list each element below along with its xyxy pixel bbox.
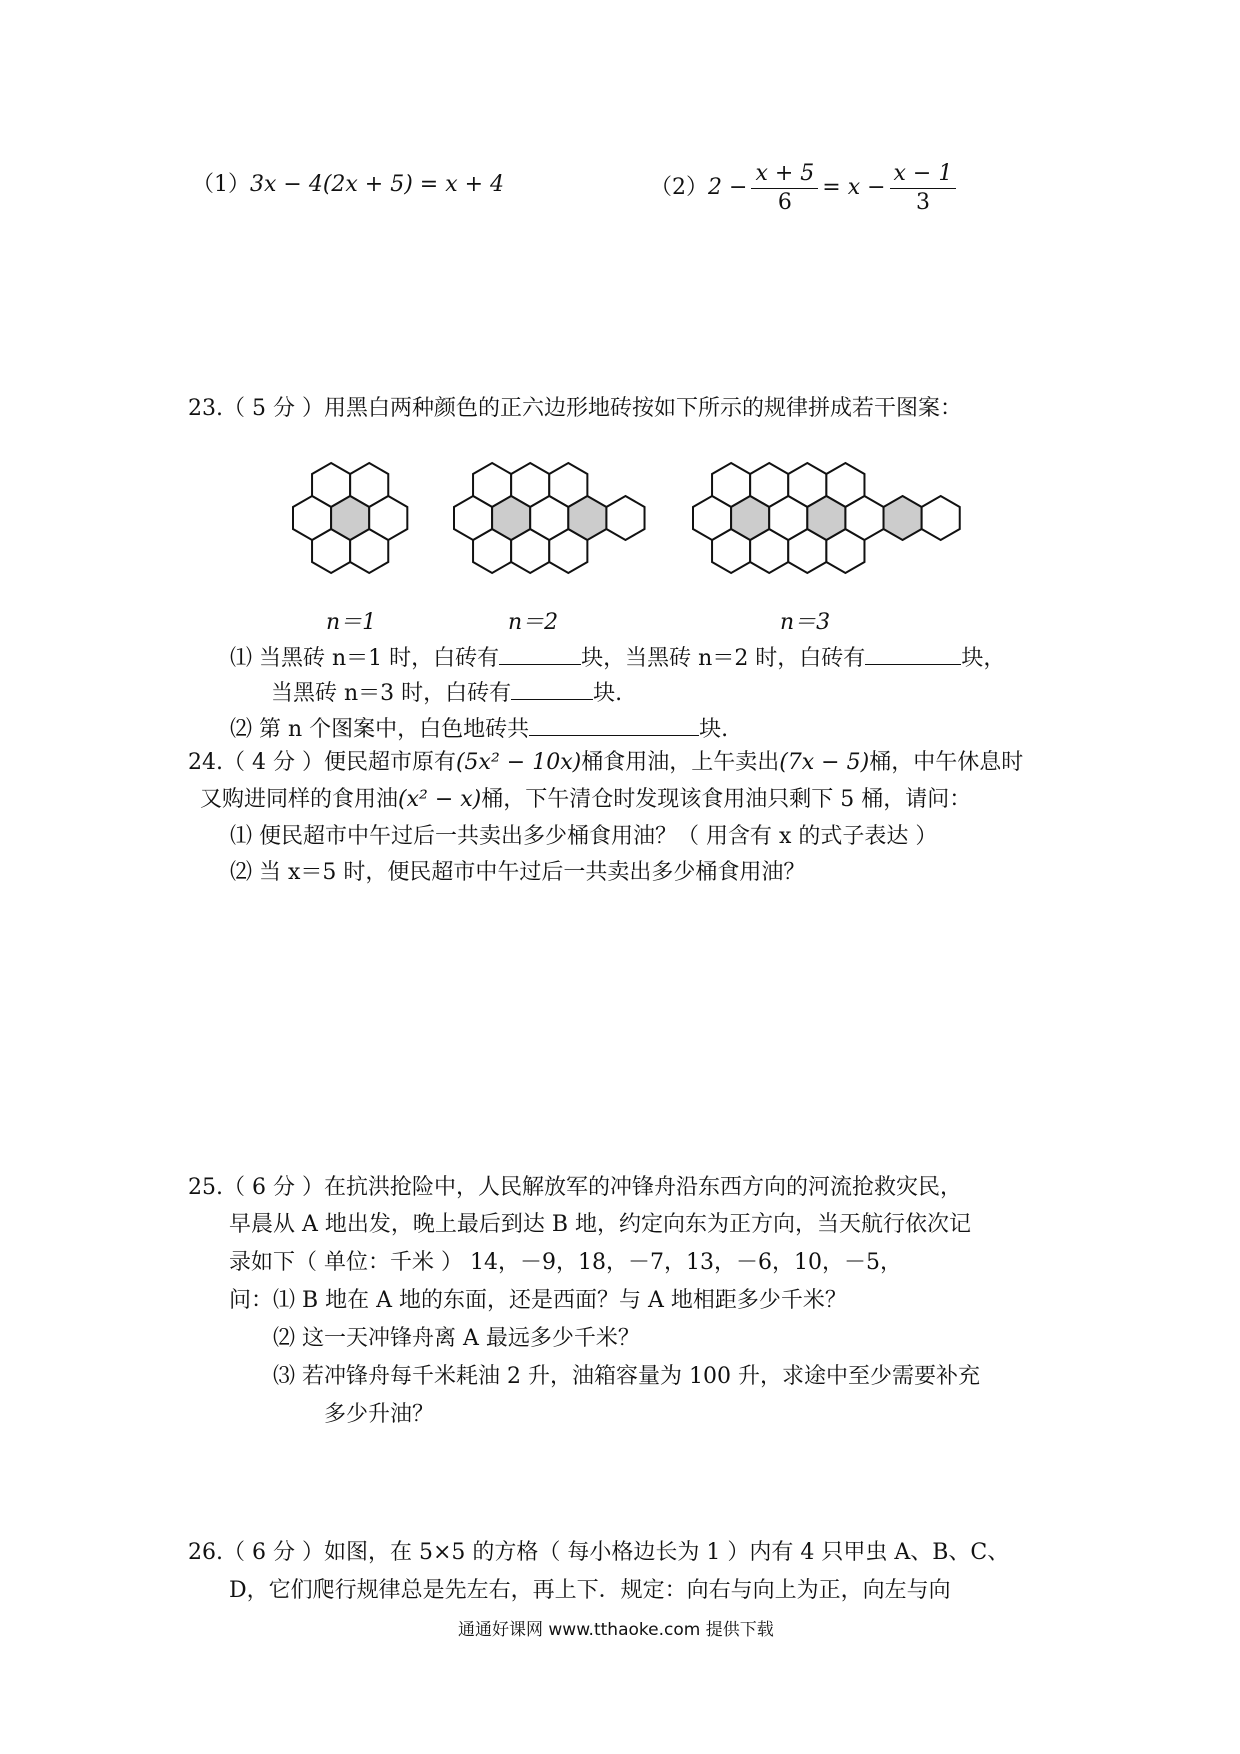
question-25-line-7: 多少升油？ <box>324 1402 435 1427</box>
text: ⑵ 第 n 个图案中，白色地砖共 <box>230 717 530 742</box>
fraction-2-numerator: x − 1 <box>890 160 957 189</box>
question-24-part-2: ⑵ 当 x＝5 时，便民超市中午过后一共卖出多少桶食用油？ <box>230 860 806 885</box>
black-hexagon-tile <box>807 496 845 540</box>
equation-2-lead: 2 − <box>708 175 748 200</box>
equation-2 <box>650 160 960 216</box>
white-hexagon-tile <box>606 496 644 540</box>
question-25-line-4: 问：⑴ B 地在 A 地的东面，还是西面？与 A 地相距多少千米？ <box>229 1288 847 1313</box>
answer-blank-3[interactable] <box>511 681 593 700</box>
white-hexagon-tile <box>369 496 407 540</box>
equation-1-text: 3x − 4(2x + 5) = x + 4 <box>250 172 505 197</box>
text: ⑴ 当黑砖 n＝1 时，白砖有 <box>230 646 500 671</box>
white-hexagon-tile <box>922 496 960 540</box>
text: 块. <box>593 681 623 706</box>
figure-label-3: n＝3 <box>780 610 831 635</box>
hexagon-tiling-figure <box>0 455 1240 605</box>
black-hexagon-tile <box>492 496 530 540</box>
equation-2-label: （2） <box>650 175 708 200</box>
equation-2-fraction-2 <box>890 160 957 216</box>
fraction-1-numerator: x + 5 <box>751 160 818 189</box>
text: 桶，下午清仓时发现该食用油只剩下 5 桶，请问： <box>481 787 972 812</box>
black-hexagon-tile <box>331 496 369 540</box>
question-25-line-5: ⑵ 这一天冲锋舟离 A 最远多少千米？ <box>273 1326 640 1351</box>
white-hexagon-tile <box>769 496 807 540</box>
question-24-line-1 <box>188 752 1023 774</box>
figure-label-1: n＝1 <box>326 610 377 635</box>
black-hexagon-tile <box>884 496 922 540</box>
text: 当黑砖 n＝3 时，白砖有 <box>271 681 512 706</box>
answer-blank-1[interactable] <box>499 646 581 665</box>
question-23-part-1-line-1 <box>230 646 1005 670</box>
text: 块. <box>699 717 729 742</box>
white-hexagon-tile <box>293 496 331 540</box>
text: 块， <box>961 646 1006 671</box>
equation-1 <box>192 174 504 196</box>
text: 桶食用油，上午卖出 <box>581 750 780 775</box>
white-hexagon-tile <box>454 496 492 540</box>
fraction-1-denominator: 6 <box>777 189 792 215</box>
fraction-2-denominator: 3 <box>915 189 930 215</box>
expression: (7x − 5) <box>779 750 870 775</box>
question-23-part-1-line-2 <box>271 681 622 705</box>
question-25-line-3: 录如下（ 单位：千米 ） 14，－9，18，－7，13，－6，10，－5， <box>229 1250 902 1275</box>
question-26-line-2: D，它们爬行规律总是先左右，再上下．规定：向右与向上为正，向左与向 <box>229 1578 951 1603</box>
question-26-line-1: 26.（ 6 分 ）如图，在 5×5 的方格（ 每小格边长为 1 ）内有 4 只甲虫 A、B、C、 <box>188 1540 1010 1565</box>
answer-blank-2[interactable] <box>865 646 961 665</box>
equation-1-label: （1） <box>192 172 250 197</box>
figure-label-2: n＝2 <box>508 610 559 635</box>
white-hexagon-tile <box>845 496 883 540</box>
question-24-line-2 <box>200 789 971 811</box>
question-24-part-1: ⑴ 便民超市中午过后一共卖出多少桶食用油？（ 用含有 x 的式子表达 ） <box>230 824 938 849</box>
question-25-line-2: 早晨从 A 地出发，晚上最后到达 B 地，约定向东为正方向，当天航行依次记 <box>229 1212 972 1237</box>
question-23-stem: 23.（ 5 分 ）用黑白两种颜色的正六边形地砖按如下所示的规律拼成若干图案： <box>188 396 962 421</box>
text: 24.（ 4 分 ）便民超市原有 <box>188 750 456 775</box>
white-hexagon-tile <box>693 496 731 540</box>
text: 又购进同样的食用油 <box>200 787 399 812</box>
question-25-line-6: ⑶ 若冲锋舟每千米耗油 2 升，油箱容量为 100 升，求途中至少需要补充 <box>273 1364 980 1389</box>
text: 桶，中午休息时 <box>869 750 1024 775</box>
question-23-part-2 <box>230 717 728 741</box>
black-hexagon-tile <box>731 496 769 540</box>
question-25-line-1: 25.（ 6 分 ）在抗洪抢险中，人民解放军的冲锋舟沿东西方向的河流抢救灾民， <box>188 1175 962 1200</box>
white-hexagon-tile <box>530 496 568 540</box>
text: 块，当黑砖 n＝2 时，白砖有 <box>581 646 866 671</box>
black-hexagon-tile <box>568 496 606 540</box>
expression: (5x² − 10x) <box>455 750 582 775</box>
expression: (x² − x) <box>398 787 482 812</box>
answer-blank-4[interactable] <box>529 717 699 736</box>
equation-2-mid: = x − <box>822 175 886 200</box>
page-footer: 通通好课网 www.tthaoke.com 提供下载 <box>458 1620 774 1640</box>
equation-2-fraction-1 <box>751 160 818 216</box>
